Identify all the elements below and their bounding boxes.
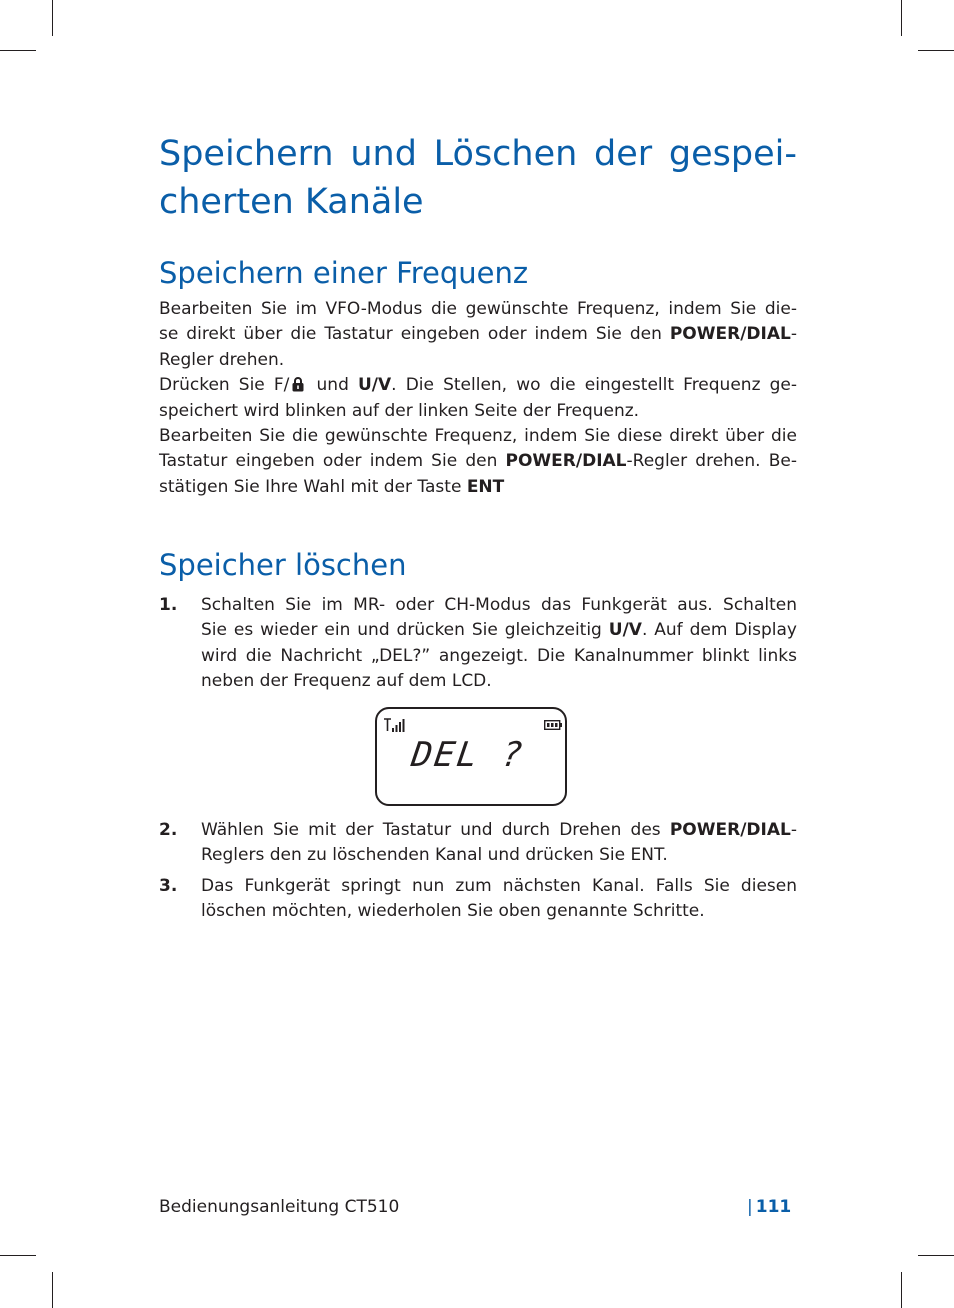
page-title-line: cherten Kanäle xyxy=(159,182,424,222)
page-title xyxy=(159,130,797,226)
text-line: wird die Nachricht „DEL?” angezeigt. Die Kanalnummer blinkt links xyxy=(201,645,797,666)
crop-mark xyxy=(901,1272,902,1308)
list-number: 1. xyxy=(159,595,178,615)
lcd-display xyxy=(375,707,567,806)
lock-icon xyxy=(291,376,305,392)
crop-mark xyxy=(918,50,954,51)
list-number: 2. xyxy=(159,820,178,840)
crop-mark xyxy=(0,50,36,51)
text-line: Sie es wieder ein und drücken Sie gleichzeitig U/V. Auf dem Display xyxy=(201,620,797,641)
text-line: neben der Frequenz auf dem LCD. xyxy=(201,671,492,692)
paragraph xyxy=(159,297,797,500)
text-line: speichert wird blinken auf der linken Seite der Frequenz. xyxy=(159,400,640,421)
text-line: Drücken Sie F/ und U/V. Die Stellen, wo die eingestellt Frequenz ge- xyxy=(159,375,797,396)
text-line: Regler drehen. xyxy=(159,349,285,370)
page-number: | 111 xyxy=(747,1197,792,1217)
page-title-line: Speichern und Löschen der gespei- xyxy=(159,134,797,174)
text-line: löschen möchten, wiederholen Sie oben genannte Schritte. xyxy=(201,901,705,922)
text-line: Schalten Sie im MR- oder CH-Modus das Funkgerät aus. Schalten xyxy=(201,595,797,615)
text-line: Bearbeiten Sie im VFO-Modus die gewünschte Frequenz, indem Sie die- xyxy=(159,299,797,319)
signal-icon xyxy=(384,718,406,732)
crop-mark xyxy=(52,0,53,36)
crop-mark xyxy=(918,1255,954,1256)
battery-icon xyxy=(544,720,562,730)
crop-mark xyxy=(52,1272,53,1308)
text-line: Tastatur eingeben oder indem Sie den POWER/DIAL-Regler drehen. Be- xyxy=(159,451,797,472)
list-number: 3. xyxy=(159,876,178,896)
text-line: Das Funkgerät springt nun zum nächsten Kanal. Falls Sie diesen xyxy=(201,876,797,896)
section-heading-loeschen: Speicher löschen xyxy=(159,548,407,582)
text-line: Bearbeiten Sie die gewünschte Frequenz, indem Sie diese direkt über die xyxy=(159,426,797,447)
text-line: Reglers den zu löschenden Kanal und drücken Sie ENT. xyxy=(201,845,668,866)
lcd-message: DEL ? xyxy=(409,735,527,775)
crop-mark xyxy=(0,1255,36,1256)
footer-manual-title: Bedienungsanleitung CT510 xyxy=(159,1197,400,1217)
section-heading-speichern: Speichern einer Frequenz xyxy=(159,256,529,290)
text-line: se direkt über die Tastatur eingeben oder indem Sie den POWER/DIAL- xyxy=(159,324,797,345)
crop-mark xyxy=(901,0,902,36)
text-line: stätigen Sie Ihre Wahl mit der Taste ENT xyxy=(159,476,505,497)
text-line: Wählen Sie mit der Tastatur und durch Drehen des POWER/DIAL- xyxy=(201,820,797,840)
